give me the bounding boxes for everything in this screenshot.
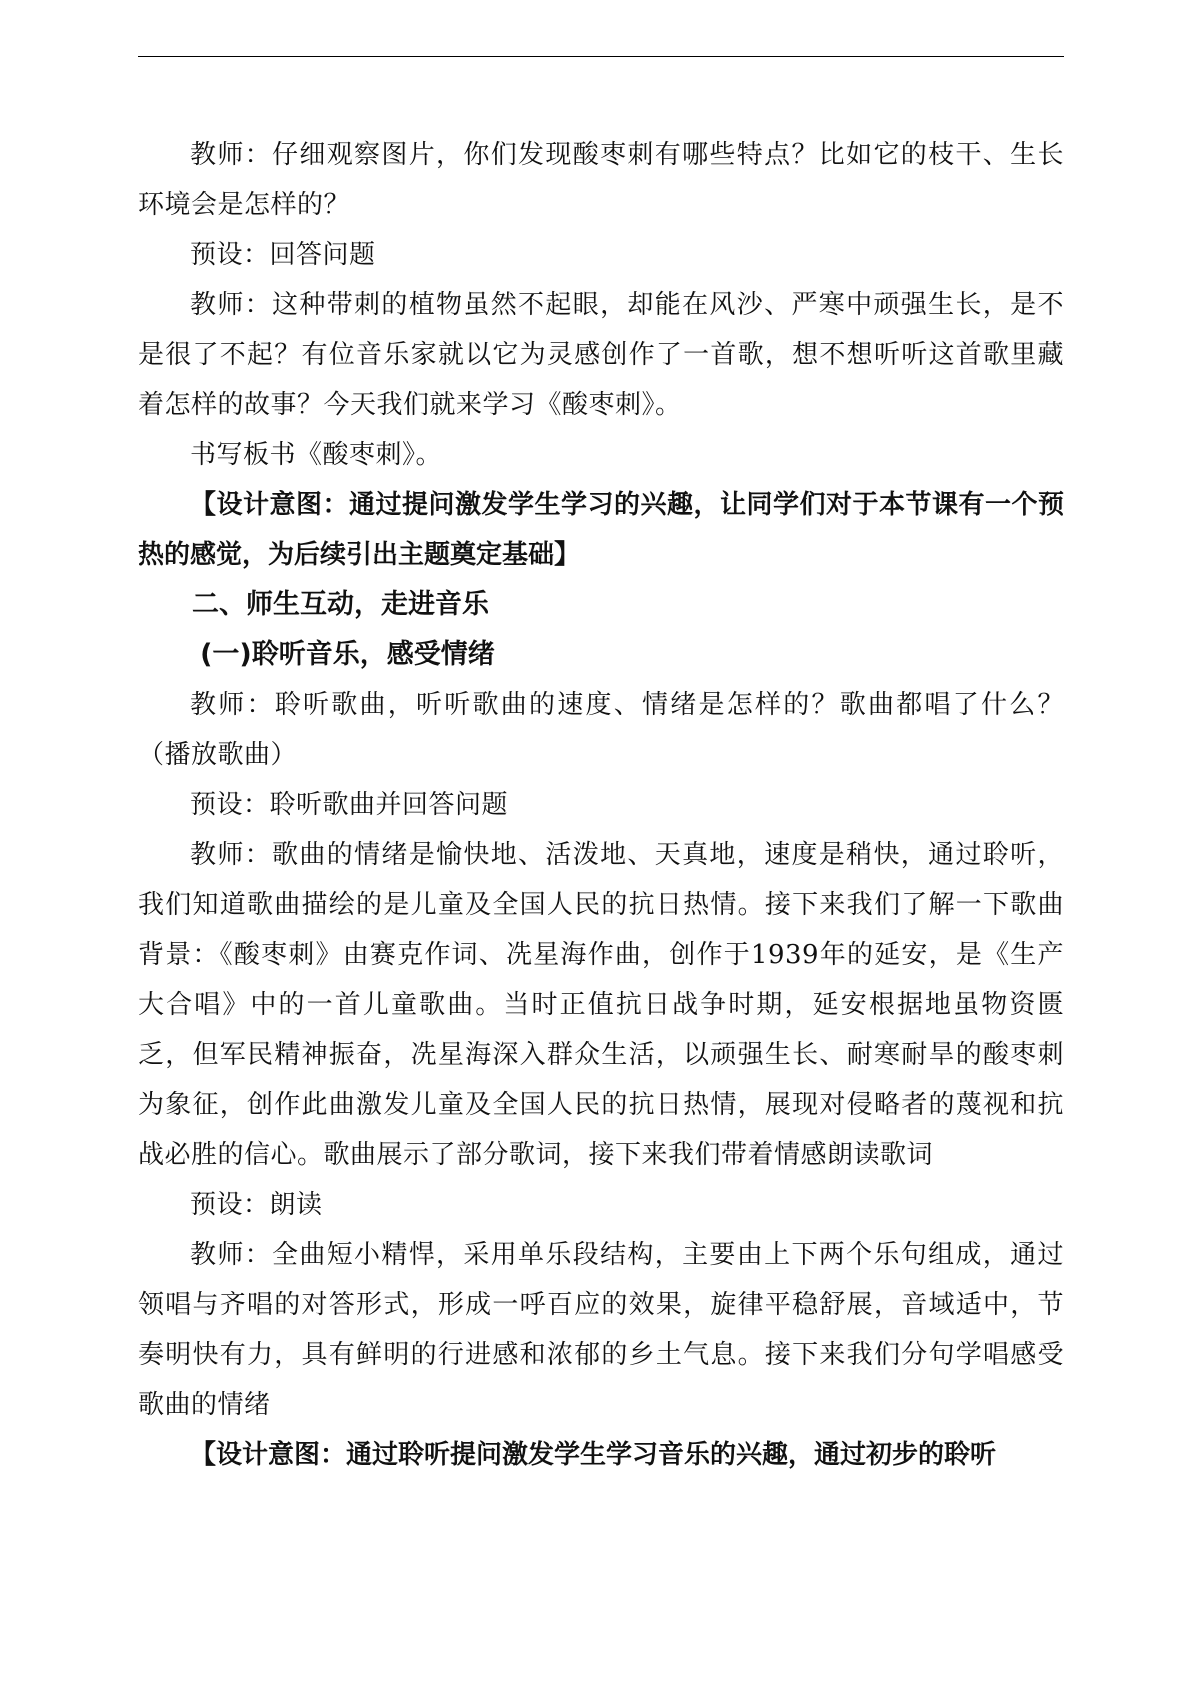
header-rule — [138, 56, 1064, 57]
paragraph-teacher-observe: 教师：仔细观察图片，你们发现酸枣刺有哪些特点？比如它的枝干、生长环境会是怎样的？ — [138, 140, 1064, 220]
design-intent-note: 【设计意图：通过提问激发学生学习的兴趣，让同学们对于本节课有一个预热的感觉，为后续引出主题奠定基础】 — [138, 490, 1064, 570]
design-intent-note-2: 【设计意图：通过聆听提问激发学生学习音乐的兴趣，通过初步的聆听 — [190, 1440, 997, 1470]
paragraph-teacher-listen: 教师：聆听歌曲，听听歌曲的速度、情绪是怎样的？歌曲都唱了什么？（播放歌曲） — [138, 690, 1064, 770]
section-heading: 二、师生互动，走进音乐 — [192, 589, 489, 620]
subsection-heading: (一)聆听音乐，感受情绪 — [200, 639, 495, 670]
paragraph-preset-read: 预设：朗读 — [190, 1190, 323, 1220]
document-body — [138, 130, 1064, 1480]
paragraph-teacher-structure: 教师：全曲短小精悍，采用单乐段结构，主要由上下两个乐句组成，通过领唱与齐唱的对答形式，形成一呼百应的效果，旋律平稳舒展，音域适中，节奏明快有力，具有鲜明的行进感和浓郁的乡土气息。接下来我们分句学唱感受歌曲的情绪 — [138, 1240, 1064, 1420]
paragraph-preset-answer: 预设：回答问题 — [190, 240, 376, 270]
paragraph-teacher-background: 教师：歌曲的情绪是愉快地、活泼地、天真地，速度是稍快，通过聆听，我们知道歌曲描绘的是儿童及全国人民的抗日热情。接下来我们了解一下歌曲背景：《酸枣刺》由赛克作词、冼星海作曲，创作于1939年的延安，是《生产大合唱》中的一首儿童歌曲。当时正值抗日战争时期，延安根据地虽物资匮乏，但军民精神振奋，冼星海深入群众生活，以顽强生长、耐寒耐旱的酸枣刺为象征，创作此曲激发儿童及全国人民的抗日热情，展现对侵略者的蔑视和抗战必胜的信心。歌曲展示了部分歌词，接下来我们带着情感朗读歌词 — [138, 840, 1064, 1170]
paragraph-preset-listen: 预设：聆听歌曲并回答问题 — [190, 790, 509, 820]
paragraph-board-writing: 书写板书《酸枣刺》。 — [190, 440, 443, 470]
paragraph-teacher-intro: 教师：这种带刺的植物虽然不起眼，却能在风沙、严寒中顽强生长，是不是很了不起？有位音乐家就以它为灵感创作了一首歌，想不想听听这首歌里藏着怎样的故事？今天我们就来学习《酸枣刺》。 — [138, 290, 1064, 420]
